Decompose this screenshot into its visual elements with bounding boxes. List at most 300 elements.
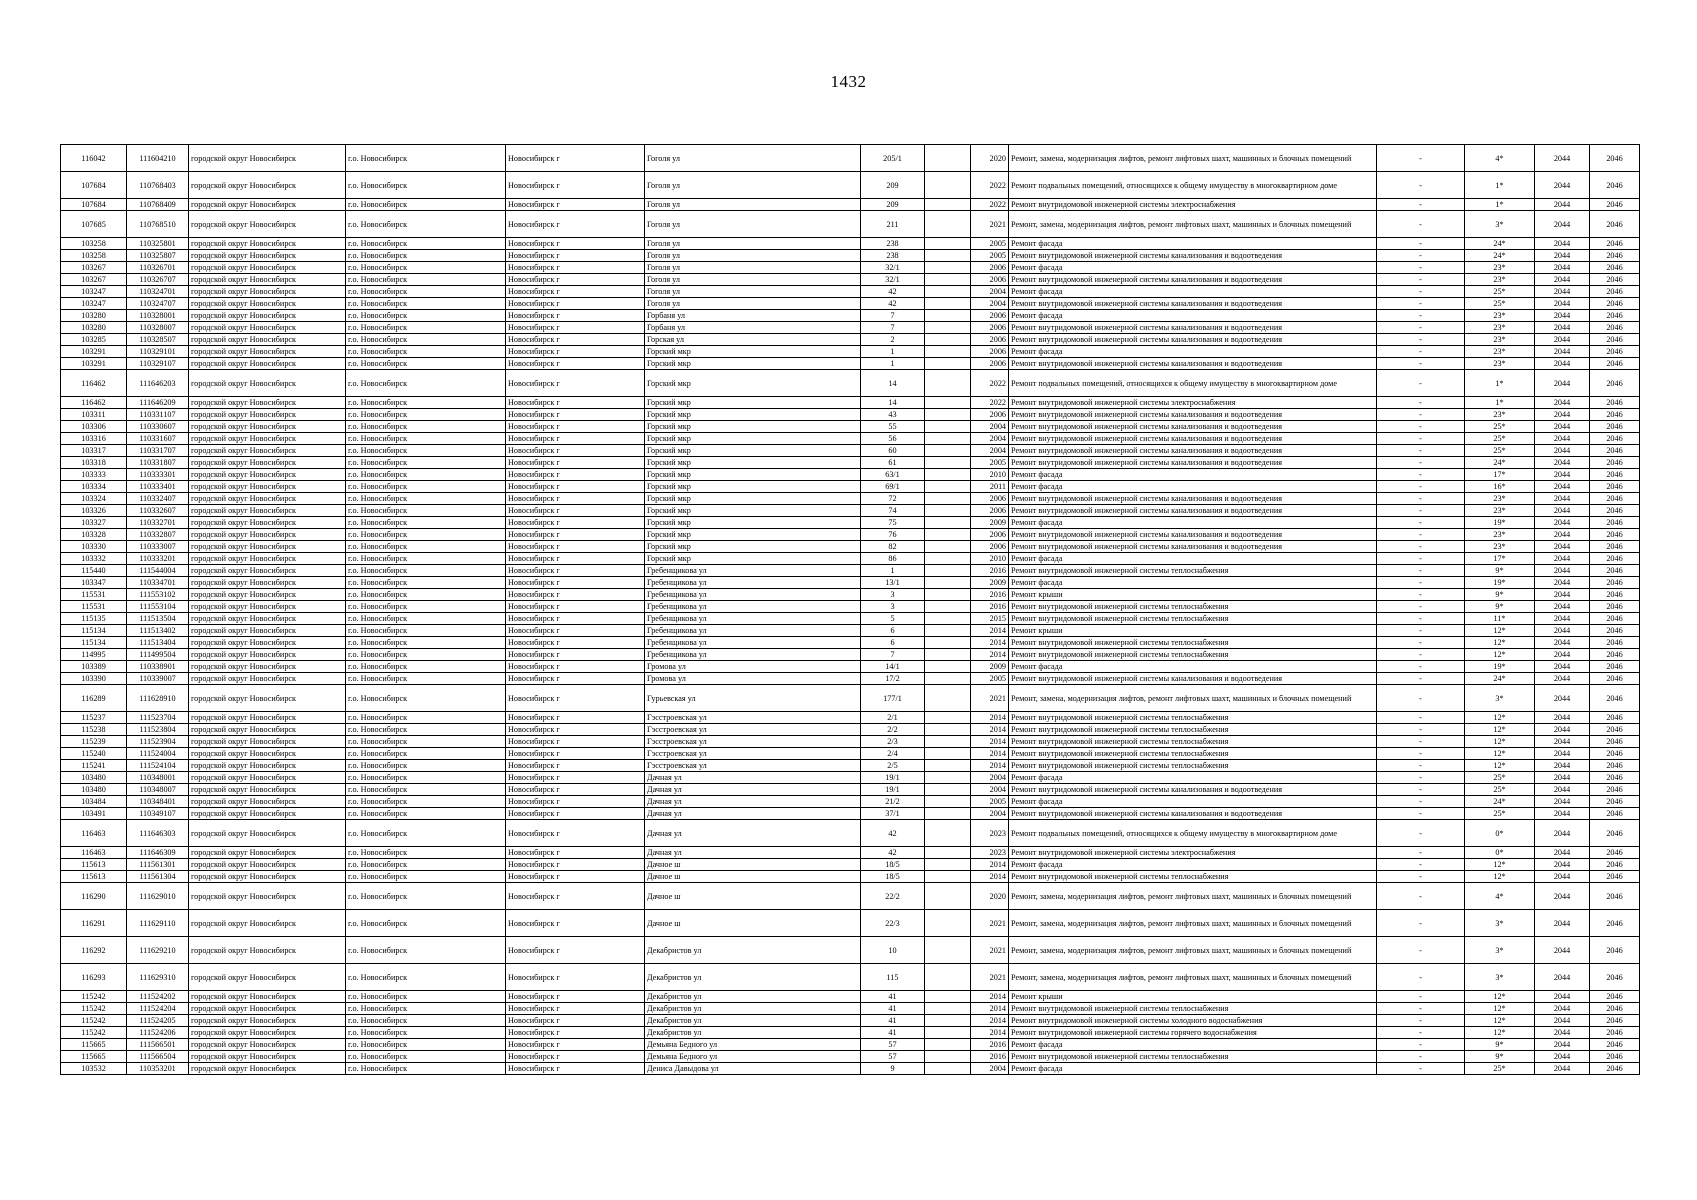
cell-house-number: 42 bbox=[861, 286, 925, 298]
cell-work-type: Ремонт внутридомовой инженерной системы теплоснабжения bbox=[1009, 1003, 1377, 1015]
cell-plan-year-end: 2046 bbox=[1590, 286, 1640, 298]
cell-dash: - bbox=[1377, 883, 1465, 910]
cell-house-number: 14/1 bbox=[861, 661, 925, 673]
table-row bbox=[61, 661, 1640, 673]
cell-locality: Новосибирск г bbox=[506, 760, 645, 772]
cell-locality: Новосибирск г bbox=[506, 529, 645, 541]
cell-work-type: Ремонт внутридомовой инженерной системы теплоснабжения bbox=[1009, 871, 1377, 883]
cell-house-number: 7 bbox=[861, 322, 925, 334]
cell-house-id: 103390 bbox=[61, 673, 127, 685]
cell-year: 2014 bbox=[971, 1003, 1009, 1015]
cell-years-since: 23* bbox=[1465, 529, 1535, 541]
cell-street: Дачное ш bbox=[645, 883, 861, 910]
cell-empty-cell bbox=[925, 1027, 971, 1039]
cell-work-type: Ремонт фасада bbox=[1009, 262, 1377, 274]
table-row bbox=[61, 421, 1640, 433]
cell-house-id: 103311 bbox=[61, 409, 127, 421]
cell-year: 2022 bbox=[971, 370, 1009, 397]
cell-empty-cell bbox=[925, 847, 971, 859]
table-row bbox=[61, 286, 1640, 298]
cell-municipality: городской округ Новосибирск bbox=[189, 1027, 346, 1039]
cell-years-since: 12* bbox=[1465, 1003, 1535, 1015]
cell-year: 2009 bbox=[971, 661, 1009, 673]
cell-empty-cell bbox=[925, 421, 971, 433]
cell-street: Гребенщикова ул bbox=[645, 601, 861, 613]
cell-plan-year-start: 2044 bbox=[1535, 370, 1590, 397]
cell-empty-cell bbox=[925, 625, 971, 637]
table-row bbox=[61, 1051, 1640, 1063]
cell-years-since: 3* bbox=[1465, 211, 1535, 238]
cell-municipal-unit: г.о. Новосибирск bbox=[346, 529, 506, 541]
cell-year: 2010 bbox=[971, 553, 1009, 565]
cell-work-id: 110333301 bbox=[127, 469, 189, 481]
cell-municipality: городской округ Новосибирск bbox=[189, 649, 346, 661]
table-row bbox=[61, 457, 1640, 469]
cell-plan-year-start: 2044 bbox=[1535, 172, 1590, 199]
cell-dash: - bbox=[1377, 433, 1465, 445]
cell-dash: - bbox=[1377, 1063, 1465, 1075]
table-row bbox=[61, 298, 1640, 310]
cell-plan-year-end: 2046 bbox=[1590, 310, 1640, 322]
cell-dash: - bbox=[1377, 601, 1465, 613]
cell-municipality: городской округ Новосибирск bbox=[189, 784, 346, 796]
table-row bbox=[61, 883, 1640, 910]
cell-plan-year-start: 2044 bbox=[1535, 145, 1590, 172]
cell-empty-cell bbox=[925, 910, 971, 937]
cell-dash: - bbox=[1377, 625, 1465, 637]
cell-plan-year-start: 2044 bbox=[1535, 457, 1590, 469]
cell-house-number: 6 bbox=[861, 625, 925, 637]
cell-street: Дачное ш bbox=[645, 859, 861, 871]
cell-work-id: 111629010 bbox=[127, 883, 189, 910]
cell-plan-year-end: 2046 bbox=[1590, 784, 1640, 796]
cell-locality: Новосибирск г bbox=[506, 334, 645, 346]
cell-work-type: Ремонт внутридомовой инженерной системы теплоснабжения bbox=[1009, 649, 1377, 661]
cell-house-number: 75 bbox=[861, 517, 925, 529]
cell-dash: - bbox=[1377, 577, 1465, 589]
cell-dash: - bbox=[1377, 172, 1465, 199]
cell-house-number: 2/5 bbox=[861, 760, 925, 772]
cell-municipal-unit: г.о. Новосибирск bbox=[346, 298, 506, 310]
cell-work-id: 111513402 bbox=[127, 625, 189, 637]
cell-years-since: 19* bbox=[1465, 517, 1535, 529]
cell-municipal-unit: г.о. Новосибирск bbox=[346, 760, 506, 772]
cell-empty-cell bbox=[925, 433, 971, 445]
cell-street: Громова ул bbox=[645, 673, 861, 685]
cell-municipality: городской округ Новосибирск bbox=[189, 172, 346, 199]
cell-house-id: 103328 bbox=[61, 529, 127, 541]
cell-work-type: Ремонт внутридомовой инженерной системы теплоснабжения bbox=[1009, 760, 1377, 772]
cell-street: Гребенщикова ул bbox=[645, 613, 861, 625]
cell-locality: Новосибирск г bbox=[506, 346, 645, 358]
cell-locality: Новосибирск г bbox=[506, 397, 645, 409]
cell-dash: - bbox=[1377, 517, 1465, 529]
cell-street: Гребенщикова ул bbox=[645, 565, 861, 577]
cell-house-number: 6 bbox=[861, 637, 925, 649]
cell-house-id: 116289 bbox=[61, 685, 127, 712]
cell-years-since: 9* bbox=[1465, 1039, 1535, 1051]
cell-house-id: 103316 bbox=[61, 433, 127, 445]
cell-plan-year-start: 2044 bbox=[1535, 358, 1590, 370]
cell-work-type: Ремонт, замена, модернизация лифтов, ремонт лифтовых шахт, машинных и блочных помещений bbox=[1009, 883, 1377, 910]
cell-work-id: 111561301 bbox=[127, 859, 189, 871]
cell-house-id: 103332 bbox=[61, 553, 127, 565]
cell-work-type: Ремонт внутридомовой инженерной системы канализования и водоотведения bbox=[1009, 529, 1377, 541]
cell-dash: - bbox=[1377, 1015, 1465, 1027]
cell-locality: Новосибирск г bbox=[506, 211, 645, 238]
cell-years-since: 12* bbox=[1465, 760, 1535, 772]
cell-dash: - bbox=[1377, 871, 1465, 883]
cell-house-number: 3 bbox=[861, 589, 925, 601]
cell-work-id: 111524204 bbox=[127, 1003, 189, 1015]
cell-house-id: 103306 bbox=[61, 421, 127, 433]
cell-empty-cell bbox=[925, 469, 971, 481]
cell-years-since: 23* bbox=[1465, 334, 1535, 346]
cell-street: Демьяна Бедного ул bbox=[645, 1039, 861, 1051]
cell-street: Декабристов ул bbox=[645, 937, 861, 964]
cell-work-id: 111523704 bbox=[127, 712, 189, 724]
cell-dash: - bbox=[1377, 529, 1465, 541]
cell-house-id: 103327 bbox=[61, 517, 127, 529]
cell-work-id: 110333401 bbox=[127, 481, 189, 493]
cell-work-type: Ремонт, замена, модернизация лифтов, ремонт лифтовых шахт, машинных и блочных помещений bbox=[1009, 211, 1377, 238]
cell-plan-year-start: 2044 bbox=[1535, 445, 1590, 457]
cell-municipality: городской округ Новосибирск bbox=[189, 736, 346, 748]
cell-years-since: 23* bbox=[1465, 322, 1535, 334]
cell-municipality: городской округ Новосибирск bbox=[189, 613, 346, 625]
cell-locality: Новосибирск г bbox=[506, 1039, 645, 1051]
cell-municipality: городской округ Новосибирск bbox=[189, 274, 346, 286]
cell-work-id: 110324707 bbox=[127, 298, 189, 310]
cell-plan-year-start: 2044 bbox=[1535, 784, 1590, 796]
cell-municipality: городской округ Новосибирск bbox=[189, 847, 346, 859]
cell-years-since: 25* bbox=[1465, 1063, 1535, 1075]
cell-municipality: городской округ Новосибирск bbox=[189, 250, 346, 262]
cell-municipality: городской округ Новосибирск bbox=[189, 772, 346, 784]
cell-municipal-unit: г.о. Новосибирск bbox=[346, 433, 506, 445]
cell-year: 2009 bbox=[971, 577, 1009, 589]
cell-dash: - bbox=[1377, 1003, 1465, 1015]
cell-empty-cell bbox=[925, 286, 971, 298]
cell-street: Гребенщикова ул bbox=[645, 637, 861, 649]
cell-municipal-unit: г.о. Новосибирск bbox=[346, 334, 506, 346]
cell-house-number: 22/3 bbox=[861, 910, 925, 937]
cell-plan-year-start: 2044 bbox=[1535, 637, 1590, 649]
cell-street: Горский мкр bbox=[645, 517, 861, 529]
cell-house-id: 103291 bbox=[61, 358, 127, 370]
cell-plan-year-end: 2046 bbox=[1590, 964, 1640, 991]
cell-work-id: 110331607 bbox=[127, 433, 189, 445]
cell-year: 2023 bbox=[971, 820, 1009, 847]
cell-municipality: городской округ Новосибирск bbox=[189, 145, 346, 172]
cell-house-id: 115239 bbox=[61, 736, 127, 748]
cell-years-since: 12* bbox=[1465, 712, 1535, 724]
cell-years-since: 4* bbox=[1465, 883, 1535, 910]
cell-plan-year-end: 2046 bbox=[1590, 565, 1640, 577]
cell-house-number: 18/5 bbox=[861, 859, 925, 871]
cell-house-id: 103258 bbox=[61, 250, 127, 262]
cell-plan-year-start: 2044 bbox=[1535, 760, 1590, 772]
cell-house-number: 69/1 bbox=[861, 481, 925, 493]
cell-municipal-unit: г.о. Новосибирск bbox=[346, 346, 506, 358]
cell-house-id: 103491 bbox=[61, 808, 127, 820]
cell-house-id: 103247 bbox=[61, 286, 127, 298]
cell-years-since: 12* bbox=[1465, 1027, 1535, 1039]
cell-year: 2014 bbox=[971, 760, 1009, 772]
cell-house-number: 42 bbox=[861, 298, 925, 310]
cell-empty-cell bbox=[925, 445, 971, 457]
cell-street: Гребенщикова ул bbox=[645, 649, 861, 661]
cell-dash: - bbox=[1377, 310, 1465, 322]
table-row bbox=[61, 1003, 1640, 1015]
cell-plan-year-start: 2044 bbox=[1535, 529, 1590, 541]
table-row bbox=[61, 820, 1640, 847]
cell-empty-cell bbox=[925, 637, 971, 649]
cell-plan-year-end: 2046 bbox=[1590, 1003, 1640, 1015]
cell-municipality: городской округ Новосибирск bbox=[189, 991, 346, 1003]
table-row bbox=[61, 772, 1640, 784]
cell-municipality: городской округ Новосибирск bbox=[189, 322, 346, 334]
cell-years-since: 23* bbox=[1465, 493, 1535, 505]
cell-year: 2014 bbox=[971, 712, 1009, 724]
cell-years-since: 9* bbox=[1465, 601, 1535, 613]
cell-empty-cell bbox=[925, 334, 971, 346]
cell-municipality: городской округ Новосибирск bbox=[189, 937, 346, 964]
cell-municipal-unit: г.о. Новосибирск bbox=[346, 937, 506, 964]
cell-municipality: городской округ Новосибирск bbox=[189, 883, 346, 910]
cell-work-type: Ремонт внутридомовой инженерной системы канализования и водоотведения bbox=[1009, 433, 1377, 445]
cell-street: Гребенщикова ул bbox=[645, 589, 861, 601]
cell-work-id: 110349107 bbox=[127, 808, 189, 820]
cell-street: Декабристов ул bbox=[645, 991, 861, 1003]
cell-municipality: городской округ Новосибирск bbox=[189, 637, 346, 649]
cell-years-since: 17* bbox=[1465, 553, 1535, 565]
cell-house-number: 1 bbox=[861, 358, 925, 370]
cell-empty-cell bbox=[925, 493, 971, 505]
cell-house-id: 115237 bbox=[61, 712, 127, 724]
cell-municipal-unit: г.о. Новосибирск bbox=[346, 565, 506, 577]
cell-municipal-unit: г.о. Новосибирск bbox=[346, 310, 506, 322]
cell-plan-year-start: 2044 bbox=[1535, 649, 1590, 661]
cell-work-id: 111646303 bbox=[127, 820, 189, 847]
cell-year: 2009 bbox=[971, 517, 1009, 529]
cell-work-id: 110325801 bbox=[127, 238, 189, 250]
cell-house-id: 103334 bbox=[61, 481, 127, 493]
table-row bbox=[61, 859, 1640, 871]
cell-work-id: 111499504 bbox=[127, 649, 189, 661]
cell-municipal-unit: г.о. Новосибирск bbox=[346, 286, 506, 298]
cell-house-number: 41 bbox=[861, 991, 925, 1003]
cell-municipal-unit: г.о. Новосибирск bbox=[346, 601, 506, 613]
cell-plan-year-start: 2044 bbox=[1535, 286, 1590, 298]
cell-municipality: городской округ Новосибирск bbox=[189, 565, 346, 577]
cell-municipality: городской округ Новосибирск bbox=[189, 859, 346, 871]
cell-locality: Новосибирск г bbox=[506, 274, 645, 286]
cell-empty-cell bbox=[925, 712, 971, 724]
page-number: 1432 bbox=[830, 72, 867, 91]
cell-dash: - bbox=[1377, 910, 1465, 937]
cell-house-number: 42 bbox=[861, 820, 925, 847]
cell-street: Дачное ш bbox=[645, 871, 861, 883]
cell-empty-cell bbox=[925, 871, 971, 883]
cell-locality: Новосибирск г bbox=[506, 673, 645, 685]
cell-dash: - bbox=[1377, 1027, 1465, 1039]
cell-locality: Новосибирск г bbox=[506, 262, 645, 274]
cell-year: 2021 bbox=[971, 211, 1009, 238]
cell-municipal-unit: г.о. Новосибирск bbox=[346, 445, 506, 457]
cell-municipal-unit: г.о. Новосибирск bbox=[346, 637, 506, 649]
cell-plan-year-start: 2044 bbox=[1535, 937, 1590, 964]
cell-municipal-unit: г.о. Новосибирск bbox=[346, 649, 506, 661]
cell-locality: Новосибирск г bbox=[506, 613, 645, 625]
cell-street: Дачная ул bbox=[645, 772, 861, 784]
cell-dash: - bbox=[1377, 250, 1465, 262]
cell-plan-year-start: 2044 bbox=[1535, 1039, 1590, 1051]
cell-municipal-unit: г.о. Новосибирск bbox=[346, 469, 506, 481]
cell-work-id: 111566504 bbox=[127, 1051, 189, 1063]
cell-plan-year-end: 2046 bbox=[1590, 625, 1640, 637]
cell-years-since: 12* bbox=[1465, 736, 1535, 748]
cell-dash: - bbox=[1377, 589, 1465, 601]
table-row bbox=[61, 910, 1640, 937]
cell-municipality: городской округ Новосибирск bbox=[189, 493, 346, 505]
cell-house-id: 115134 bbox=[61, 625, 127, 637]
cell-year: 2006 bbox=[971, 346, 1009, 358]
cell-street: Горский мкр bbox=[645, 529, 861, 541]
cell-work-id: 110331807 bbox=[127, 457, 189, 469]
cell-empty-cell bbox=[925, 577, 971, 589]
cell-locality: Новосибирск г bbox=[506, 298, 645, 310]
cell-plan-year-end: 2046 bbox=[1590, 1051, 1640, 1063]
cell-plan-year-end: 2046 bbox=[1590, 517, 1640, 529]
cell-work-type: Ремонт фасада bbox=[1009, 772, 1377, 784]
cell-municipal-unit: г.о. Новосибирск bbox=[346, 457, 506, 469]
cell-house-number: 22/2 bbox=[861, 883, 925, 910]
cell-plan-year-end: 2046 bbox=[1590, 685, 1640, 712]
cell-empty-cell bbox=[925, 541, 971, 553]
cell-work-type: Ремонт фасада bbox=[1009, 577, 1377, 589]
cell-year: 2021 bbox=[971, 964, 1009, 991]
cell-municipality: городской округ Новосибирск bbox=[189, 760, 346, 772]
cell-plan-year-end: 2046 bbox=[1590, 541, 1640, 553]
cell-year: 2014 bbox=[971, 649, 1009, 661]
cell-dash: - bbox=[1377, 493, 1465, 505]
cell-house-id: 103267 bbox=[61, 274, 127, 286]
table-row bbox=[61, 199, 1640, 211]
cell-empty-cell bbox=[925, 358, 971, 370]
cell-municipality: городской округ Новосибирск bbox=[189, 433, 346, 445]
table-row bbox=[61, 964, 1640, 991]
cell-municipal-unit: г.о. Новосибирск bbox=[346, 589, 506, 601]
cell-work-type: Ремонт фасада bbox=[1009, 1063, 1377, 1075]
cell-year: 2014 bbox=[971, 1027, 1009, 1039]
cell-house-number: 2 bbox=[861, 334, 925, 346]
cell-work-id: 111524205 bbox=[127, 1015, 189, 1027]
cell-municipality: городской округ Новосибирск bbox=[189, 577, 346, 589]
cell-plan-year-end: 2046 bbox=[1590, 589, 1640, 601]
cell-house-number: 2/1 bbox=[861, 712, 925, 724]
cell-house-number: 13/1 bbox=[861, 577, 925, 589]
cell-house-id: 115241 bbox=[61, 760, 127, 772]
cell-street: Дачная ул bbox=[645, 847, 861, 859]
cell-house-number: 57 bbox=[861, 1039, 925, 1051]
cell-dash: - bbox=[1377, 457, 1465, 469]
cell-house-id: 103333 bbox=[61, 469, 127, 481]
cell-plan-year-end: 2046 bbox=[1590, 796, 1640, 808]
cell-empty-cell bbox=[925, 505, 971, 517]
cell-plan-year-start: 2044 bbox=[1535, 871, 1590, 883]
cell-empty-cell bbox=[925, 397, 971, 409]
cell-house-number: 32/1 bbox=[861, 274, 925, 286]
cell-plan-year-start: 2044 bbox=[1535, 397, 1590, 409]
cell-house-id: 116293 bbox=[61, 964, 127, 991]
cell-street: Гоголя ул bbox=[645, 250, 861, 262]
cell-year: 2006 bbox=[971, 529, 1009, 541]
cell-municipal-unit: г.о. Новосибирск bbox=[346, 625, 506, 637]
cell-house-number: 5 bbox=[861, 613, 925, 625]
cell-plan-year-end: 2046 bbox=[1590, 772, 1640, 784]
table-row bbox=[61, 736, 1640, 748]
cell-house-id: 115135 bbox=[61, 613, 127, 625]
cell-years-since: 19* bbox=[1465, 661, 1535, 673]
cell-plan-year-end: 2046 bbox=[1590, 724, 1640, 736]
cell-work-type: Ремонт внутридомовой инженерной системы канализования и водоотведения bbox=[1009, 457, 1377, 469]
cell-street: Горский мкр bbox=[645, 505, 861, 517]
cell-municipality: городской округ Новосибирск bbox=[189, 553, 346, 565]
cell-year: 2020 bbox=[971, 883, 1009, 910]
table-row bbox=[61, 1039, 1640, 1051]
cell-plan-year-start: 2044 bbox=[1535, 298, 1590, 310]
cell-work-type: Ремонт внутридомовой инженерной системы теплоснабжения bbox=[1009, 748, 1377, 760]
table-row bbox=[61, 589, 1640, 601]
cell-locality: Новосибирск г bbox=[506, 493, 645, 505]
cell-year: 2004 bbox=[971, 433, 1009, 445]
cell-street: Горский мкр bbox=[645, 421, 861, 433]
cell-empty-cell bbox=[925, 649, 971, 661]
cell-house-id: 115238 bbox=[61, 724, 127, 736]
cell-empty-cell bbox=[925, 613, 971, 625]
cell-municipal-unit: г.о. Новосибирск bbox=[346, 274, 506, 286]
cell-work-id: 110332807 bbox=[127, 529, 189, 541]
cell-empty-cell bbox=[925, 172, 971, 199]
cell-municipality: городской округ Новосибирск bbox=[189, 211, 346, 238]
cell-plan-year-end: 2046 bbox=[1590, 421, 1640, 433]
cell-work-type: Ремонт внутридомовой инженерной системы канализования и водоотведения bbox=[1009, 445, 1377, 457]
cell-plan-year-start: 2044 bbox=[1535, 724, 1590, 736]
cell-municipality: городской округ Новосибирск bbox=[189, 370, 346, 397]
cell-dash: - bbox=[1377, 784, 1465, 796]
cell-year: 2016 bbox=[971, 589, 1009, 601]
cell-plan-year-start: 2044 bbox=[1535, 334, 1590, 346]
cell-street: Гоголя ул bbox=[645, 199, 861, 211]
cell-locality: Новосибирск г bbox=[506, 601, 645, 613]
cell-work-id: 110333201 bbox=[127, 553, 189, 565]
cell-years-since: 23* bbox=[1465, 409, 1535, 421]
cell-work-type: Ремонт крыши bbox=[1009, 589, 1377, 601]
cell-municipality: городской округ Новосибирск bbox=[189, 673, 346, 685]
cell-dash: - bbox=[1377, 637, 1465, 649]
cell-house-id: 115242 bbox=[61, 1015, 127, 1027]
cell-empty-cell bbox=[925, 808, 971, 820]
cell-house-number: 61 bbox=[861, 457, 925, 469]
table-row bbox=[61, 445, 1640, 457]
cell-years-since: 23* bbox=[1465, 274, 1535, 286]
cell-empty-cell bbox=[925, 601, 971, 613]
cell-work-id: 111513404 bbox=[127, 637, 189, 649]
cell-municipality: городской округ Новосибирск bbox=[189, 625, 346, 637]
cell-street: Горбаня ул bbox=[645, 310, 861, 322]
cell-dash: - bbox=[1377, 145, 1465, 172]
